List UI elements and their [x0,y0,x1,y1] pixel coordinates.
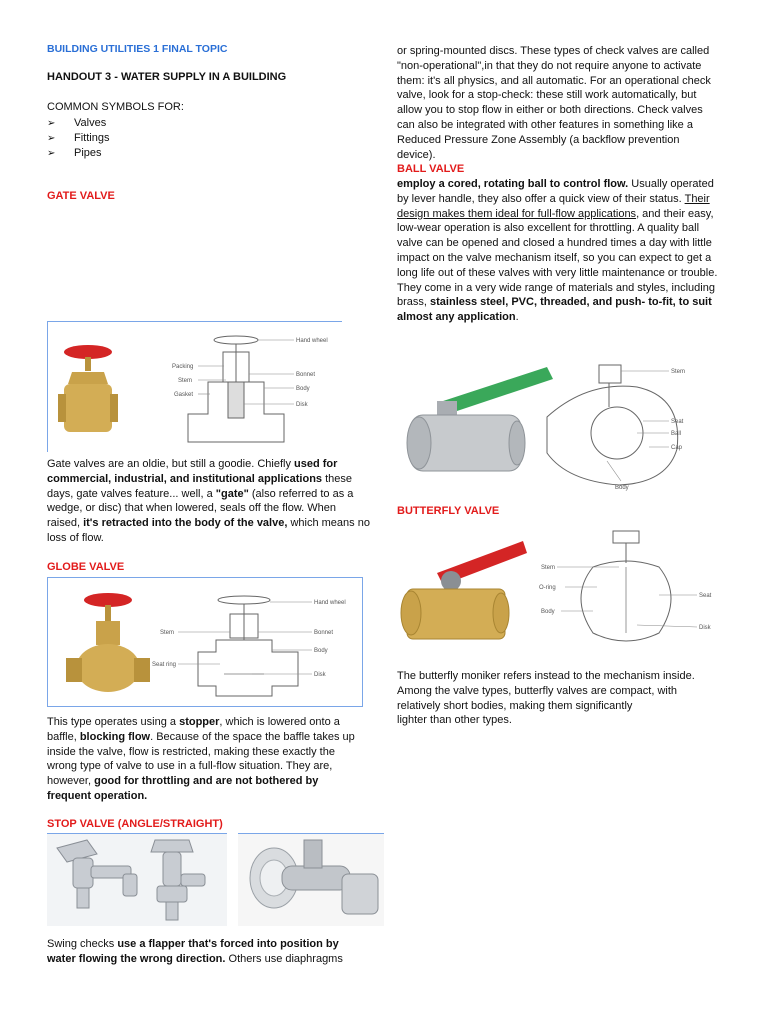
butterfly-valve-heading: BUTTERFLY VALVE [397,505,500,517]
gate-text-2: these days, gate valves feature... well, a [47,472,353,500]
globe-text-1b: stopper [179,716,220,728]
ball-text-3: . [515,311,519,324]
globe-valve-figure [47,577,363,707]
butterfly-valve-figure [397,527,727,657]
butterfly-label-disk: Disk [699,625,711,631]
globe-text-3b: good for throttling and are not bothered by frequent operation. [47,775,319,802]
butterfly-line-1: The butterfly moniker refers instead to the mechanism inside. [397,670,695,682]
ball-text-1: Usually operated by lever handle, they also offer a quick view of their status. [397,178,714,205]
globe-label-body: Body [314,648,328,654]
ball-text-2: , and their easy, low-wear operation is also excellent for throttling. A quality ball valve can be opened and closed a hundred times a day with little impact on the valve mechanism itself, so you can expect to get a long life out of these valves with very little maintenance or trouble. They come in a very wide range of materials and styles, including brass, [397,207,718,309]
symbols-list [47,116,109,161]
ball-valve-figure [397,357,727,495]
butterfly-line-2: Among the valve types, butterfly valves are compact, with [397,684,678,697]
swing-text-1b: use a flapper that's forced into position by water flowing the wrong direction. [47,938,339,965]
globe-text-1: This type operates using a [47,716,180,728]
gate-valve-drawing [48,322,342,452]
ball-label-cap: Cap [671,445,683,451]
butterfly-valve-drawing [397,527,727,657]
ball-text-b2: stainless steel, PVC, threaded, and push- to-fit, to suit almost any application [397,296,712,324]
butterfly-label-body: Body [541,609,555,615]
ball-valve-heading: BALL VALVE [397,163,465,175]
gate-text-4: which means no loss of flow. [47,517,370,544]
globe-label-bonnet: Bonnet [314,630,334,636]
ball-label-seat: Seat [671,419,684,425]
butterfly-label-stem: Stem [541,565,556,571]
stop-valve-angle-drawing [47,834,227,926]
gate-label-hand-wheel: Hand wheel [296,338,328,344]
globe-text-3: . Because of the space the baffle takes up inside the valve, flow is restricted, making these exactly the wrong type of valve to use in a full-flow situation. They are, however, [47,730,355,788]
handout-title: HANDOUT 3 - WATER SUPPLY IN A BUILDING [47,71,287,83]
butterfly-line-3: relatively short bodies, making them significantly [397,699,633,712]
swing-text-2: Others use diaphragms [225,952,343,965]
swing-text-1: Swing checks [47,938,118,950]
gate-label-bonnet: Bonnet [296,372,316,378]
butterfly-valve-description [397,669,737,728]
globe-valve-description [47,715,365,804]
symbol-item-valves: ➢ Valves [47,116,109,131]
stop-valve-straight-drawing [238,834,384,926]
gate-label-packing: Packing [172,364,194,370]
ball-label-stem: Stem [671,369,686,375]
globe-valve-drawing [48,578,362,706]
ball-valve-drawing [397,357,727,495]
globe-label-stem: Stem [160,630,175,636]
gate-text-1b: used for commercial, industrial, and institutional applications [47,458,338,485]
globe-text-2: , which is lowered onto a baffle, [47,716,340,743]
butterfly-line-4: lighter than other types. [397,714,512,727]
stop-valve-angle-figure [47,833,227,926]
globe-label-hand-wheel: Hand wheel [314,600,346,606]
gate-text-2b: "gate" [215,487,249,500]
stop-valve-heading: STOP VALVE (ANGLE/STRAIGHT) [47,818,223,830]
gate-label-gasket: Gasket [174,392,194,398]
gate-text-3: (also referred to as a wedge, or disc) that when lowered, seals off the flow. When raised, [47,487,354,530]
globe-label-seat-ring: Seat ring [152,662,177,668]
globe-text-2b: blocking flow [79,730,151,743]
butterfly-label-o-ring: O-ring [539,585,556,591]
globe-label-disk: Disk [314,672,326,678]
gate-valve-figure [47,321,342,452]
symbol-item-pipes: ➢ Pipes [47,146,109,161]
ball-label-body: Body [615,485,629,491]
check-valve-continuation: or spring-mounted discs. These types of check valves are called "non-operational",in that they do not require anyone to activate them: it's all physics, and all automatic. For an operational check valve, look for a stop-check: these still work automatically, but allow you to stop flow in either or both directions. Check valves can also be integrated with other features in something like a Reduced Pressure Zone Assembly (a backflow prevention device). [397,45,711,161]
ball-valve-description [397,177,727,325]
gate-valve-heading: GATE VALVE [47,190,115,202]
butterfly-label-seat: Seat [699,593,712,599]
stop-valve-straight-figure [238,833,384,926]
gate-label-stem: Stem [178,378,193,384]
gate-label-disk: Disk [296,402,308,408]
topic-title: BUILDING UTILITIES 1 FINAL TOPIC [47,43,228,55]
gate-valve-description [47,457,372,546]
ball-label-ball: Ball [671,431,682,437]
swing-check-description [47,937,365,967]
gate-text-1: Gate valves are an oldie, but still a goodie. Chiefly [47,458,295,470]
ball-text-b1: employ a cored, rotating ball to control flow. [397,178,629,190]
gate-text-3b: it's retracted into the body of the valve, [83,517,288,530]
globe-valve-heading: GLOBE VALVE [47,561,125,573]
gate-label-body: Body [296,386,310,392]
ball-text-u1: Their design makes them ideal for full-flow applications [397,192,710,220]
symbols-heading: COMMON SYMBOLS FOR: [47,101,184,113]
symbol-item-fittings: ➢ Fittings [47,131,109,146]
